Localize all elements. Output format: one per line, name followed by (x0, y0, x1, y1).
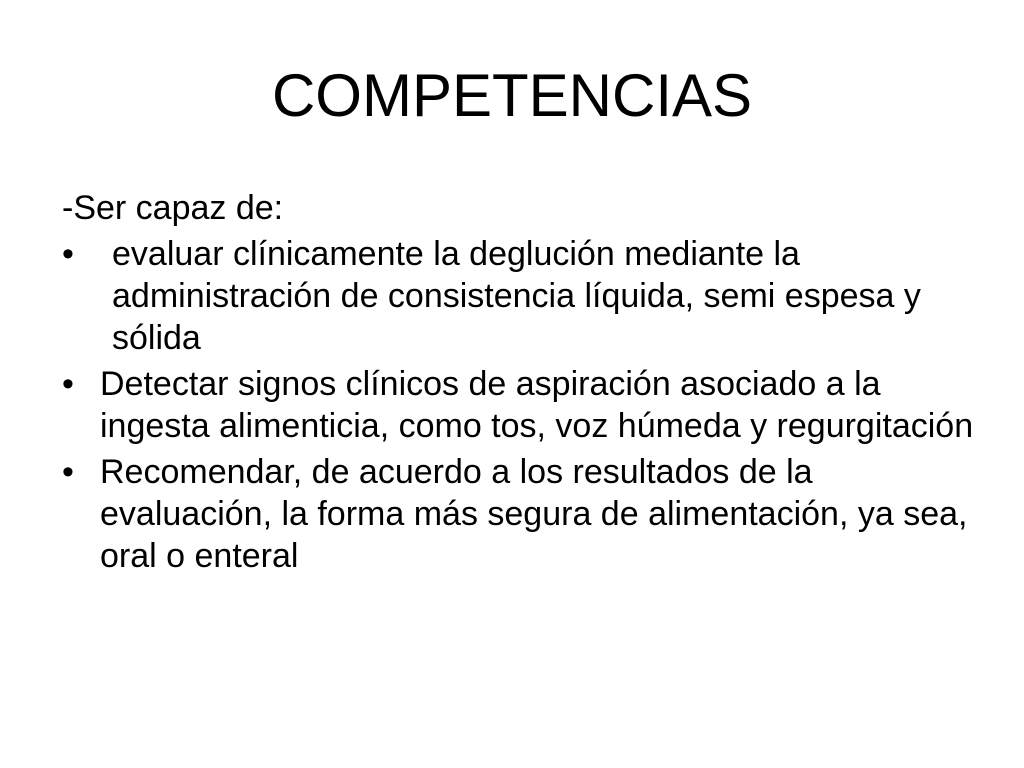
bullet-text: Detectar signos clínicos de aspiración asociado a la ingesta alimenticia, como tos, voz húmeda y regurgitación (100, 365, 974, 445)
list-item (62, 233, 982, 359)
bullet-icon: • (62, 235, 74, 273)
bullet-list (62, 233, 982, 577)
list-item (62, 451, 982, 577)
slide-content (62, 187, 982, 581)
bullet-icon: • (62, 453, 74, 491)
slide-title: COMPETENCIAS (271, 62, 753, 129)
bullet-icon: • (62, 365, 74, 403)
intro-text: -Ser capaz de: (62, 189, 284, 227)
bullet-text: evaluar clínicamente la deglución mediante la administración de consistencia líquida, semi espesa y sólida (112, 235, 921, 357)
bullet-text: Recomendar, de acuerdo a los resultados de la evaluación, la forma más segura de alimentación, ya sea, oral o enteral (100, 453, 968, 575)
list-item (62, 363, 982, 447)
